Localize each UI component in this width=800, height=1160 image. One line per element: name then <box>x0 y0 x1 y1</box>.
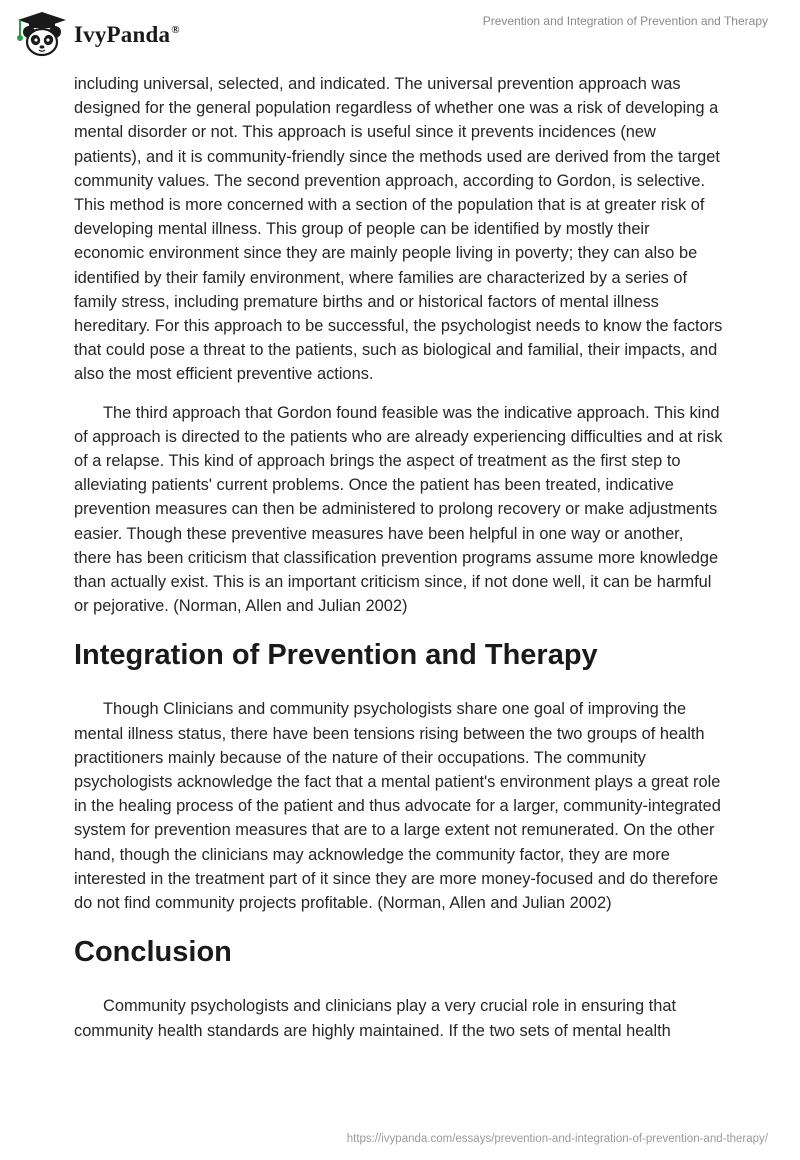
ivypanda-logo[interactable] <box>14 10 180 58</box>
paragraph-integration: Though Clinicians and community psychologists share one goal of improving the mental illness status, there have been tensions rising between the two groups of health practitioners mainly because of the nature of their occupations. The community psychologists acknowledge the fact that a mental patient's environment plays a great role in the healing process of the patient and thus advocate for a larger, community-integrated system for prevention measures that are to a large extent not remunerated. On the other hand, though the clinicians may acknowledge the community factor, they are more interested in the treatment part of it since they are more money-focused and do therefore do not find community projects profitable. (Norman, Allen and Julian 2002) <box>74 700 721 913</box>
essay-content <box>74 72 724 1043</box>
heading-conclusion: Conclusion <box>74 936 232 969</box>
document-title: Prevention and Integration of Prevention and Therapy <box>482 14 768 28</box>
paragraph-prevention-types: including universal, selected, and indicated. The universal prevention approach was designed for the general population regardless of whether one was a risk of developing a mental disorder or not. This approach is useful since it prevents incidences (new patients), and it is community-friendly since the methods used are derived from the target community values. The second prevention approach, according to Gordon, is selective. This method is more concerned with a section of the population that is at greater risk of developing mental illness. This group of people can be identified by mostly their economic environment since they are mainly people living in poverty; they can also be identified by their family environment, where families are characterized by a series of family stress, including premature births and or historical factors of mental illness hereditary. For this approach to be successful, the psychologist needs to know the factors that could pose a threat to the patients, such as biological and familial, their impacts, and also the most efficient preventive actions. <box>74 75 723 384</box>
heading-integration: Integration of Prevention and Therapy <box>74 639 598 672</box>
panda-graduate-icon <box>14 10 70 58</box>
paragraph-conclusion: Community psychologists and clinicians play a very crucial role in ensuring that community health standards are highly maintained. If the two sets of mental health <box>74 997 677 1040</box>
source-url-link[interactable]: https://ivypanda.com/essays/prevention-and-integration-of-prevention-and-therapy/ <box>346 1133 768 1145</box>
brand-name: IvyPanda® <box>74 22 180 47</box>
registered-mark: ® <box>171 24 180 37</box>
page-header <box>0 0 800 68</box>
paragraph-indicative-approach: The third approach that Gordon found feasible was the indicative approach. This kind of approach is directed to the patients who are already experiencing difficulties and at risk of a relapse. This kind of approach brings the aspect of treatment as the first step to alleviating patients' current problems. Once the patient has been treated, indicative prevention measures can then be administered to prolong recovery or make adjustments easier. Though these preventive measures have been helpful in one way or another, there has been criticism that classification prevention programs assume more knowledge than actually exist. This is an important criticism since, if not done well, it can be harmful or pejorative. (Norman, Allen and Julian 2002) <box>74 403 723 616</box>
